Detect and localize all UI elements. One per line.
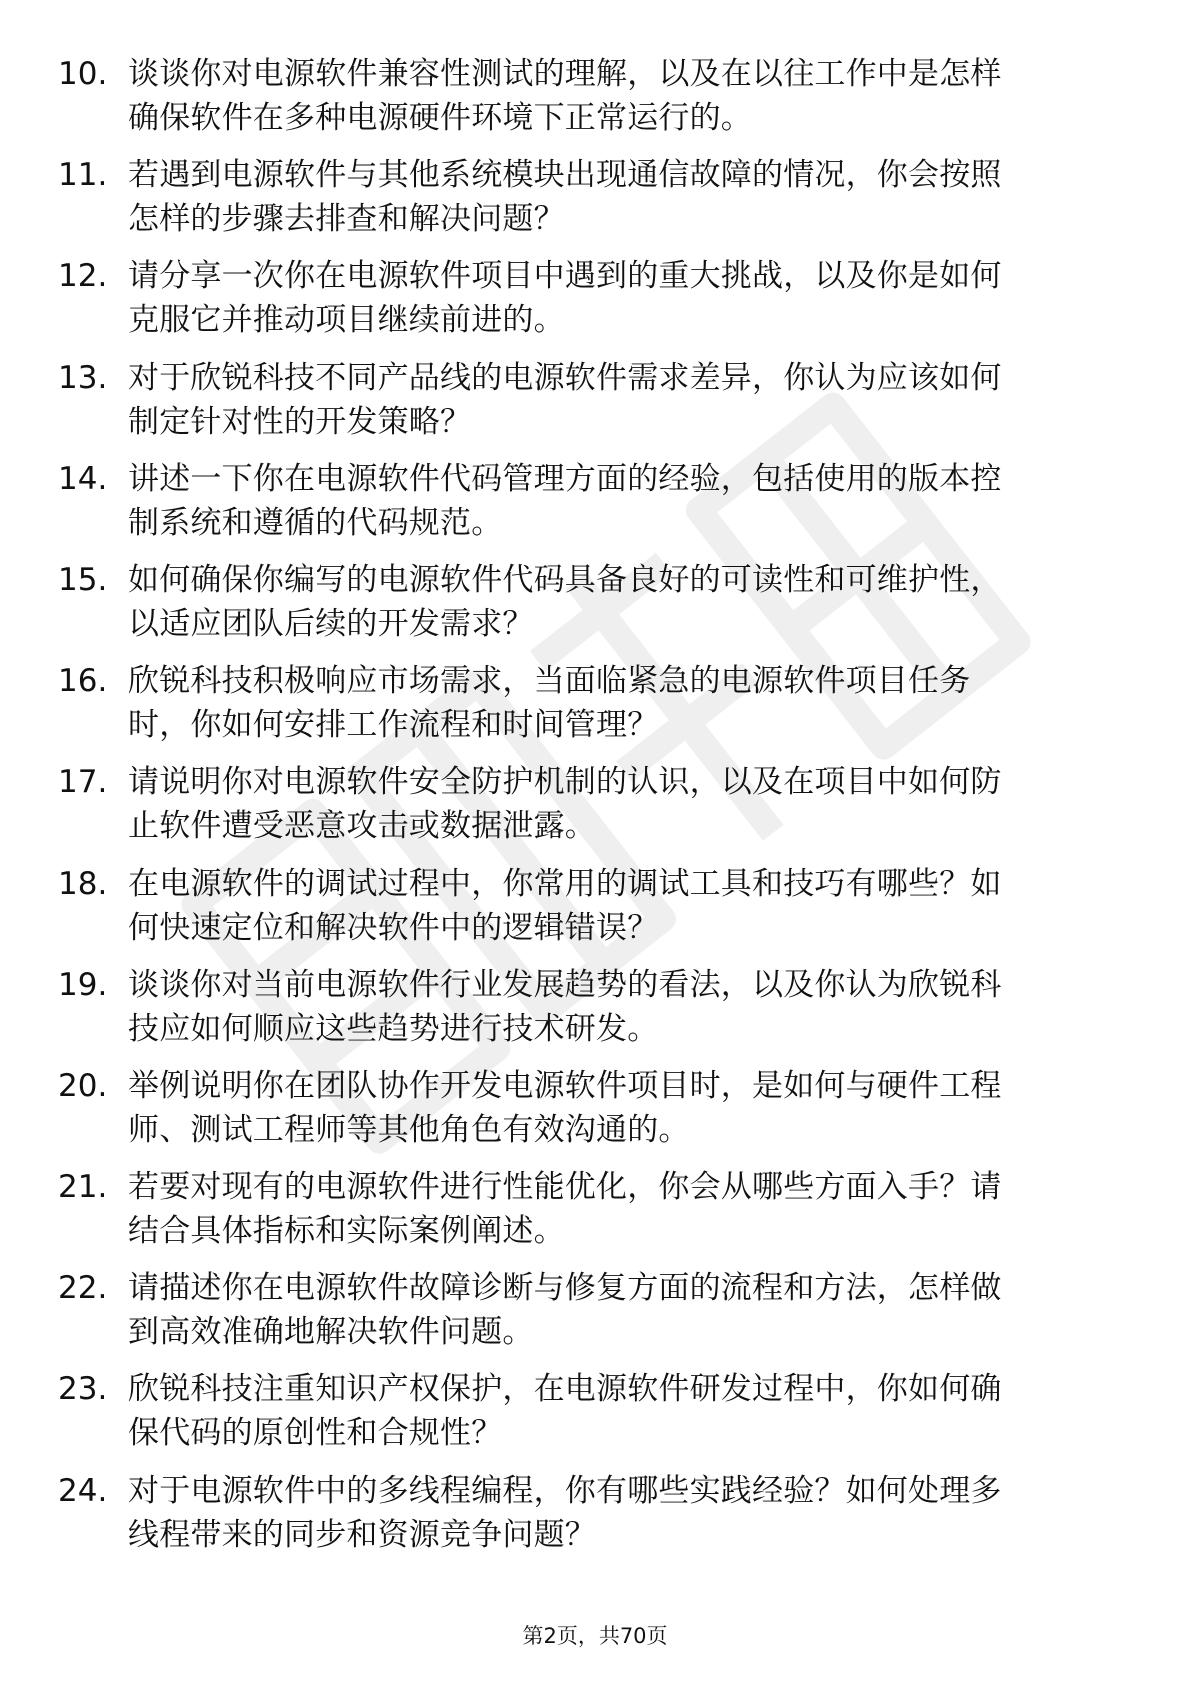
- question-number: 15.: [58, 561, 108, 598]
- question-item: [58, 153, 1118, 254]
- question-text: 请说明你对电源软件安全防护机制的认识，以及在项目中如何防 止软件遭受恶意攻击或数据泄露。: [128, 764, 1002, 845]
- question-item: [58, 963, 1118, 1064]
- question-number: 21.: [58, 1169, 108, 1206]
- question-text: 谈谈你对当前电源软件行业发展趋势的看法，以及你认为欣锐科 技应如何顺应这些趋势进行技术研发。: [128, 966, 1002, 1047]
- question-number: 24.: [58, 1472, 108, 1509]
- question-number: 19.: [58, 966, 108, 1003]
- question-number: 23.: [58, 1371, 108, 1408]
- question-text: 对于欣锐科技不同产品线的电源软件需求差异，你认为应该如何 制定针对性的开发策略？: [128, 359, 1002, 440]
- question-text: 请描述你在电源软件故障诊断与修复方面的流程和方法，怎样做 到高效准确地解决软件问题。: [128, 1270, 1002, 1351]
- question-number: 17.: [58, 764, 108, 801]
- question-number: 11.: [58, 157, 108, 194]
- page-number-footer: 第2页，共70页: [522, 1624, 668, 1648]
- question-text: 举例说明你在团队协作开发电源软件项目时，是如何与硬件工程 师、测试工程师等其他角色有效沟通的。: [128, 1067, 1002, 1148]
- question-text: 在电源软件的调试过程中，你常用的调试工具和技巧有哪些？如 何快速定位和解决软件中的逻辑错误？: [128, 865, 1002, 946]
- question-item: [58, 1064, 1118, 1165]
- question-item: [58, 254, 1118, 355]
- question-item: [58, 1469, 1118, 1570]
- question-number: 16.: [58, 663, 108, 700]
- question-text: 若要对现有的电源软件进行性能优化，你会从哪些方面入手？请 结合具体指标和实际案例阐述。: [128, 1169, 1002, 1250]
- question-item: [58, 457, 1118, 558]
- question-number: 14.: [58, 460, 108, 497]
- question-text: 若遇到电源软件与其他系统模块出现通信故障的情况，你会按照 怎样的步骤去排查和解决问题？: [128, 157, 1002, 238]
- question-text: 谈谈你对电源软件兼容性测试的理解，以及在以往工作中是怎样 确保软件在多种电源硬件环境下正常运行的。: [128, 56, 1002, 136]
- question-text: 对于电源软件中的多线程编程，你有哪些实践经验？如何处理多 线程带来的同步和资源竞争问题？: [128, 1472, 1002, 1553]
- question-text: 欣锐科技注重知识产权保护，在电源软件研发过程中，你如何确 保代码的原创性和合规性？: [128, 1371, 1002, 1452]
- question-text: 欣锐科技积极响应市场需求，当面临紧急的电源软件项目任务 时，你如何安排工作流程和时间管理？: [128, 663, 971, 744]
- question-text: 请分享一次你在电源软件项目中遇到的重大挑战，以及你是如何 克服它并推动项目继续前进的。: [128, 258, 1002, 339]
- question-number: 12.: [58, 258, 108, 295]
- question-text: 讲述一下你在电源软件代码管理方面的经验，包括使用的版本控 制系统和遵循的代码规范。: [128, 460, 1002, 541]
- question-item: [58, 52, 1118, 153]
- question-item: [58, 659, 1118, 760]
- question-item: [58, 1367, 1118, 1468]
- question-item: [58, 1165, 1118, 1266]
- question-item: [58, 558, 1118, 659]
- question-item: [58, 862, 1118, 963]
- question-number: 10.: [58, 56, 108, 92]
- question-item: [58, 1266, 1118, 1367]
- question-number: 18.: [58, 865, 108, 902]
- question-item: [58, 356, 1118, 457]
- question-item: [58, 760, 1118, 861]
- question-number: 20.: [58, 1067, 108, 1104]
- question-number: 22.: [58, 1270, 108, 1307]
- question-number: 13.: [58, 359, 108, 396]
- question-text: 如何确保你编写的电源软件代码具备良好的可读性和可维护性， 以适应团队后续的开发需求？: [128, 561, 1002, 642]
- question-list: [58, 52, 1118, 1570]
